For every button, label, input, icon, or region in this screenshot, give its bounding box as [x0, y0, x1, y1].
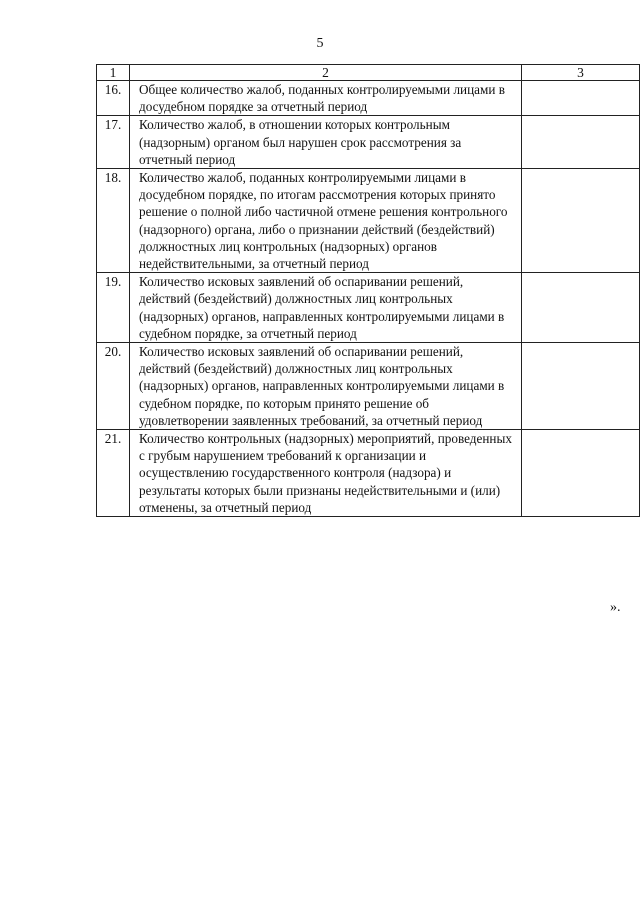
report-table	[96, 64, 640, 517]
table-row	[97, 430, 640, 517]
row-value-cell	[522, 116, 640, 169]
row-description: Количество исковых заявлений об оспаривании решений, действий (бездействий) должностных лиц контрольных (надзорных) органов, направленных контролируемыми лицами в судебном порядке, по которым принято решение об удовлетворении заявленных требований, за отчетный период	[130, 343, 522, 430]
header-col-value: 3	[522, 65, 640, 81]
table-row	[97, 273, 640, 343]
row-description: Количество контрольных (надзорных) мероприятий, проведенных с грубым нарушением требований к организации и осуществлению государственного контроля (надзора) и результаты которых были признаны недействительными и (или) отменены, за отчетный период	[130, 430, 522, 517]
row-value-cell	[522, 169, 640, 273]
table-row	[97, 343, 640, 430]
row-description: Количество жалоб, поданных контролируемыми лицами в досудебном порядке, по итогам рассмотрения которых принято решение о полной либо частичной отмене решения контрольного (надзорного) органа, либо о признании действий (бездействий) должностных лиц контрольных (надзорных) органов недействительными, за отчетный период	[130, 169, 522, 273]
row-number: 21.	[97, 430, 130, 517]
row-number: 19.	[97, 273, 130, 343]
row-number: 17.	[97, 116, 130, 169]
page-number: 5	[316, 36, 324, 51]
table-row	[97, 116, 640, 169]
row-description: Количество исковых заявлений об оспаривании решений, действий (бездействий) должностных лиц контрольных (надзорных) органов, направленных контролируемыми лицами в судебном порядке, за отчетный период	[130, 273, 522, 343]
row-value-cell	[522, 273, 640, 343]
row-value-cell	[522, 430, 640, 517]
row-number: 16.	[97, 81, 130, 116]
row-value-cell	[522, 81, 640, 116]
row-number: 20.	[97, 343, 130, 430]
row-number: 18.	[97, 169, 130, 273]
row-description: Количество жалоб, в отношении которых контрольным (надзорным) органом был нарушен срок рассмотрения за отчетный период	[130, 116, 522, 169]
row-description: Общее количество жалоб, поданных контролируемыми лицами в досудебном порядке за отчетный период	[130, 81, 522, 116]
table-row	[97, 169, 640, 273]
header-col-description: 2	[130, 65, 522, 81]
header-col-number: 1	[97, 65, 130, 81]
row-value-cell	[522, 343, 640, 430]
table-row	[97, 81, 640, 116]
table-header-row	[97, 65, 640, 81]
closing-quote-mark: ».	[610, 600, 621, 615]
